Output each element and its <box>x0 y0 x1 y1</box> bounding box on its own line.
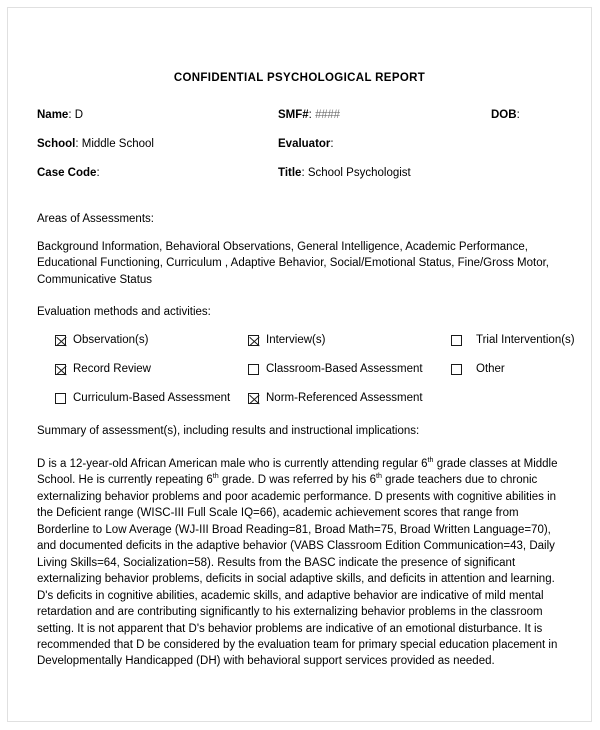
page-title: CONFIDENTIAL PSYCHOLOGICAL REPORT <box>173 72 426 84</box>
areas-of-assessments-list: Background Information, Behavioral Observations, General Intelligence, Academic Performance, Educational Functioning, Curriculum , Adaptive Behavior, Social/Emotional Status, Fine/Gross Motor, Communicative Status <box>37 241 550 286</box>
checkbox-icon[interactable] <box>248 393 259 404</box>
checkbox-item-interviews[interactable] <box>248 334 325 347</box>
ordinal-suffix: th <box>427 456 434 465</box>
checkbox-label: Curriculum-Based Assessment <box>73 392 231 404</box>
field-case-code-label: Case Code <box>37 167 97 179</box>
checkbox-row <box>37 392 577 421</box>
checkbox-label: Other <box>476 363 505 375</box>
field-evaluator-label: Evaluator <box>278 138 331 150</box>
field-case-code <box>37 167 100 179</box>
checkbox-icon[interactable] <box>451 364 462 375</box>
checkbox-item-classroom-based-assessment[interactable] <box>248 363 423 376</box>
checkbox-label: Record Review <box>73 363 151 375</box>
header-fields <box>37 109 577 196</box>
checkbox-item-norm-referenced-assessment[interactable] <box>248 392 423 405</box>
checkbox-row <box>37 334 577 363</box>
checkbox-icon[interactable] <box>248 364 259 375</box>
field-school-value: : Middle School <box>75 138 154 150</box>
field-name <box>37 109 83 121</box>
checkbox-label: Observation(s) <box>73 334 149 346</box>
document-page <box>7 7 592 722</box>
evaluation-methods-checkbox-grid <box>37 334 577 421</box>
field-dob-value: : <box>516 109 520 121</box>
checkbox-label: Trial Intervention(s) <box>476 334 575 346</box>
summary-paragraph: D is a 12-year-old African American male who is currently attending regular 6th grade classes at Middle School. He is currently repeating 6th grade. D was referred by his 6th grade teachers due to chronic externalizing behavior problems and poor academic performance. D presents with cognitive abilities in the Deficient range (WISC-III Full Scale IQ=66), academic achievement scores that range from Borderline to Low Average (WJ-III Broad Reading=81, Broad Math=75, Broad Written Language=70), and documented deficits in the adaptive behavior (VABS Classroom Edition Communication=43, Daily Living Skills=64, Socialization=58). Results from the BASC indicate the presence of significant externalizing behavior problems, deficits in social adaptive skills, and deficits in attention and learning. D's deficits in cognitive abilities, academic skills, and adaptive behavior are indicative of mild mental retardation and are contributing significantly to his externalizing behavior problems in the classroom setting. It is not apparent that D's behavior problems are indicative of an emotional disturbance. It is recommended that D be considered by the evaluation team for primary special education placement in Developmentally Handicapped (DH) with behavioral support services provided as needed. <box>37 456 558 668</box>
checkbox-item-other[interactable] <box>451 363 505 376</box>
checkbox-label: Interview(s) <box>266 334 326 346</box>
field-school-label: School <box>37 138 76 150</box>
field-smf <box>278 109 340 121</box>
field-smf-hashes: #### <box>315 109 340 121</box>
field-evaluator-value: : <box>330 138 334 150</box>
ordinal-suffix: th <box>376 472 382 481</box>
ordinal-suffix: th <box>212 472 219 481</box>
checkbox-icon[interactable] <box>55 335 66 346</box>
field-dob <box>491 109 520 121</box>
areas-of-assessments-heading: Areas of Assessments: <box>37 213 154 225</box>
checkbox-label: Norm-Referenced Assessment <box>266 392 423 404</box>
field-evaluator <box>278 138 334 150</box>
checkbox-icon[interactable] <box>55 364 66 375</box>
field-title-label: Title <box>278 167 302 179</box>
field-row-school <box>37 138 577 167</box>
checkbox-icon[interactable] <box>55 393 66 404</box>
field-title <box>278 167 411 179</box>
checkbox-icon[interactable] <box>451 335 462 346</box>
field-row-case-code <box>37 167 577 196</box>
field-name-value: : D <box>68 109 84 121</box>
field-smf-label: SMF# <box>278 109 309 121</box>
field-dob-label: DOB <box>491 109 517 121</box>
field-row-name <box>37 109 577 138</box>
checkbox-icon[interactable] <box>248 335 259 346</box>
field-name-label: Name <box>37 109 69 121</box>
checkbox-item-record-review[interactable] <box>55 363 151 376</box>
checkbox-row <box>37 363 577 392</box>
field-title-value: : School Psychologist <box>301 167 411 179</box>
field-case-code-value: : <box>96 167 100 179</box>
checkbox-label: Classroom-Based Assessment <box>266 363 423 375</box>
summary-heading: Summary of assessment(s), including results and instructional implications: <box>37 425 420 437</box>
field-smf-value: : <box>308 109 316 121</box>
evaluation-methods-heading: Evaluation methods and activities: <box>37 306 211 318</box>
checkbox-item-observations[interactable] <box>55 334 148 347</box>
checkbox-item-trial-intervention[interactable] <box>451 334 575 347</box>
field-school <box>37 138 154 150</box>
checkbox-item-curriculum-based-assessment[interactable] <box>55 392 230 405</box>
